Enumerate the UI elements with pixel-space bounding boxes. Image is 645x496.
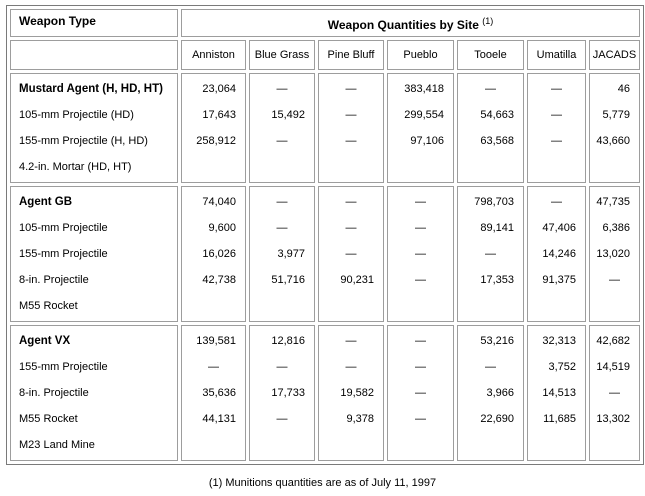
no-quantity-dash: — bbox=[609, 274, 620, 286]
quantity-value: 89,141 bbox=[480, 222, 514, 234]
site-header-row bbox=[10, 40, 640, 70]
quantity-value: 51,716 bbox=[271, 274, 305, 286]
title-row bbox=[10, 9, 640, 37]
quantity-cell bbox=[589, 325, 640, 461]
weapon-label: 155-mm Projectile bbox=[19, 361, 108, 373]
no-quantity-dash: — bbox=[345, 83, 357, 95]
no-quantity-dash: — bbox=[276, 135, 288, 147]
no-quantity-dash: — bbox=[345, 335, 357, 347]
quantity-cell bbox=[181, 73, 246, 183]
site-header-tooele: Tooele bbox=[457, 40, 524, 70]
weapon-label: 155-mm Projectile (H, HD) bbox=[19, 135, 148, 147]
quantity-value bbox=[528, 154, 585, 180]
section-row bbox=[10, 186, 640, 322]
quantity-value: 3,966 bbox=[486, 387, 514, 399]
quantity-value: 3,752 bbox=[548, 361, 576, 373]
quantity-value bbox=[182, 293, 245, 319]
quantity-value: 798,703 bbox=[474, 196, 514, 208]
quantity-cell bbox=[387, 186, 454, 322]
quantity-value: 74,040 bbox=[202, 196, 236, 208]
quantity-value: 22,690 bbox=[480, 413, 514, 425]
quantity-value: 46 bbox=[617, 83, 630, 95]
no-quantity-dash: — bbox=[276, 196, 288, 208]
quantity-value bbox=[250, 154, 314, 180]
weapon-label: 155-mm Projectile bbox=[19, 248, 108, 260]
quantity-value: 17,643 bbox=[202, 109, 236, 121]
quantity-value: 17,353 bbox=[480, 274, 514, 286]
quantity-value: 383,418 bbox=[404, 83, 444, 95]
no-quantity-dash: — bbox=[276, 222, 288, 234]
weapon-label: M55 Rocket bbox=[19, 300, 78, 312]
quantity-value: 90,231 bbox=[340, 274, 374, 286]
quantity-value: 15,492 bbox=[271, 109, 305, 121]
quantity-value: 14,519 bbox=[596, 361, 630, 373]
site-header-jacads: JACADS bbox=[589, 40, 640, 70]
no-quantity-dash: — bbox=[415, 222, 426, 234]
footnote-text: (1) Munitions quantities are as of July 11, 1997 bbox=[208, 477, 437, 489]
no-quantity-dash: — bbox=[551, 83, 562, 95]
section-row bbox=[10, 325, 640, 461]
no-quantity-dash: — bbox=[276, 83, 288, 95]
no-quantity-dash: — bbox=[551, 196, 562, 208]
quantity-cell bbox=[457, 73, 524, 183]
quantity-value bbox=[250, 432, 314, 458]
quantity-value: 3,977 bbox=[277, 248, 305, 260]
quantity-value bbox=[388, 154, 453, 180]
no-quantity-dash: — bbox=[276, 361, 288, 373]
quantity-cell bbox=[318, 186, 384, 322]
quantity-value: 97,106 bbox=[410, 135, 444, 147]
quantity-value bbox=[458, 293, 523, 319]
quantity-cell bbox=[181, 186, 246, 322]
no-quantity-dash: — bbox=[415, 274, 426, 286]
quantity-cell bbox=[387, 325, 454, 461]
quantity-value: 6,386 bbox=[602, 222, 630, 234]
quantity-value: 258,912 bbox=[196, 135, 236, 147]
no-quantity-dash: — bbox=[551, 109, 562, 121]
no-quantity-dash: — bbox=[276, 413, 288, 425]
weapon-type-cell bbox=[10, 186, 178, 322]
no-quantity-dash: — bbox=[485, 83, 496, 95]
footnote-marker: (1) bbox=[482, 16, 494, 26]
quantity-value: 47,406 bbox=[542, 222, 576, 234]
site-header-pueblo: Pueblo bbox=[387, 40, 454, 70]
weapon-label: M55 Rocket bbox=[19, 413, 78, 425]
quantity-value: 23,064 bbox=[202, 83, 236, 95]
quantity-value: 91,375 bbox=[542, 274, 576, 286]
site-header-umatilla: Umatilla bbox=[527, 40, 586, 70]
quantity-value: 299,554 bbox=[404, 109, 444, 121]
quantities-title-cell bbox=[181, 9, 640, 37]
weapon-label: 8-in. Projectile bbox=[19, 274, 89, 286]
no-quantity-dash: — bbox=[415, 196, 426, 208]
no-quantity-dash: — bbox=[345, 361, 357, 373]
no-quantity-dash: — bbox=[415, 413, 426, 425]
quantity-value: 44,131 bbox=[202, 413, 236, 425]
quantity-value bbox=[528, 293, 585, 319]
weapon-label: Mustard Agent (H, HD, HT) bbox=[19, 83, 163, 95]
quantity-value bbox=[458, 154, 523, 180]
quantity-value bbox=[388, 293, 453, 319]
quantity-value bbox=[458, 432, 523, 458]
site-header-pine-bluff: Pine Bluff bbox=[318, 40, 384, 70]
no-quantity-dash: — bbox=[415, 335, 426, 347]
quantity-value bbox=[182, 432, 245, 458]
site-header-anniston: Anniston bbox=[181, 40, 246, 70]
no-quantity-dash: — bbox=[345, 248, 357, 260]
weapon-label: Agent VX bbox=[19, 335, 71, 347]
no-quantity-dash: — bbox=[345, 222, 357, 234]
quantity-cell bbox=[387, 73, 454, 183]
quantity-value bbox=[182, 154, 245, 180]
empty-header-cell bbox=[10, 40, 178, 70]
no-quantity-dash: — bbox=[345, 196, 357, 208]
quantity-value: 53,216 bbox=[480, 335, 514, 347]
quantity-value: 35,636 bbox=[202, 387, 236, 399]
quantity-value: 9,378 bbox=[346, 413, 374, 425]
quantity-cell bbox=[318, 325, 384, 461]
quantity-value bbox=[528, 432, 585, 458]
quantity-value: 12,816 bbox=[271, 335, 305, 347]
weapon-type-header: Weapon Type bbox=[10, 9, 178, 37]
quantity-value: 139,581 bbox=[196, 335, 236, 347]
quantity-value: 14,246 bbox=[542, 248, 576, 260]
quantity-value: 42,682 bbox=[596, 335, 630, 347]
no-quantity-dash: — bbox=[485, 361, 496, 373]
quantity-value: 54,663 bbox=[480, 109, 514, 121]
quantity-value: 63,568 bbox=[480, 135, 514, 147]
quantity-value: 43,660 bbox=[596, 135, 630, 147]
quantities-title: Weapon Quantities by Site bbox=[327, 18, 483, 32]
quantity-value: 17,733 bbox=[271, 387, 305, 399]
weapon-label: 8-in. Projectile bbox=[19, 387, 89, 399]
no-quantity-dash: — bbox=[345, 109, 357, 121]
quantity-value: 11,685 bbox=[543, 413, 576, 425]
quantity-cell bbox=[457, 325, 524, 461]
quantity-value bbox=[319, 293, 383, 319]
quantity-cell bbox=[181, 325, 246, 461]
quantity-cell bbox=[457, 186, 524, 322]
quantity-cell bbox=[318, 73, 384, 183]
no-quantity-dash: — bbox=[415, 361, 426, 373]
quantity-value: 42,738 bbox=[202, 274, 236, 286]
weapon-label: Agent GB bbox=[19, 196, 73, 208]
quantity-value: 47,735 bbox=[596, 196, 630, 208]
no-quantity-dash: — bbox=[485, 248, 496, 260]
no-quantity-dash: — bbox=[415, 248, 426, 260]
site-header-blue-grass: Blue Grass bbox=[249, 40, 315, 70]
quantity-value: 5,779 bbox=[602, 109, 630, 121]
weapon-label: M23 Land Mine bbox=[19, 439, 95, 451]
weapon-quantities-table bbox=[6, 5, 644, 465]
quantity-value bbox=[590, 432, 639, 458]
quantity-cell bbox=[527, 325, 586, 461]
weapon-label: 105-mm Projectile (HD) bbox=[19, 109, 134, 121]
no-quantity-dash: — bbox=[208, 361, 219, 373]
quantity-value bbox=[388, 432, 453, 458]
weapon-type-cell bbox=[10, 73, 178, 183]
quantity-value bbox=[319, 432, 383, 458]
quantity-cell bbox=[249, 73, 315, 183]
quantity-cell bbox=[589, 186, 640, 322]
quantity-cell bbox=[527, 186, 586, 322]
quantity-value: 19,582 bbox=[340, 387, 374, 399]
quantity-value: 13,020 bbox=[596, 248, 630, 260]
quantity-value bbox=[319, 154, 383, 180]
quantity-value bbox=[590, 293, 639, 319]
quantity-value: 14,513 bbox=[542, 387, 576, 399]
quantity-value: 32,313 bbox=[542, 335, 576, 347]
quantity-value: 9,600 bbox=[208, 222, 236, 234]
section-row bbox=[10, 73, 640, 183]
quantity-cell bbox=[527, 73, 586, 183]
quantity-cell bbox=[589, 73, 640, 183]
quantity-value: 13,302 bbox=[596, 413, 630, 425]
quantity-value bbox=[590, 154, 639, 180]
weapon-type-cell bbox=[10, 325, 178, 461]
quantity-value: 16,026 bbox=[202, 248, 236, 260]
no-quantity-dash: — bbox=[345, 135, 357, 147]
no-quantity-dash: — bbox=[415, 387, 426, 399]
quantity-cell bbox=[249, 186, 315, 322]
weapon-label: 105-mm Projectile bbox=[19, 222, 108, 234]
no-quantity-dash: — bbox=[551, 135, 562, 147]
quantity-cell bbox=[249, 325, 315, 461]
no-quantity-dash: — bbox=[609, 387, 620, 399]
weapon-label: 4.2-in. Mortar (HD, HT) bbox=[19, 161, 132, 173]
quantity-value bbox=[250, 293, 314, 319]
